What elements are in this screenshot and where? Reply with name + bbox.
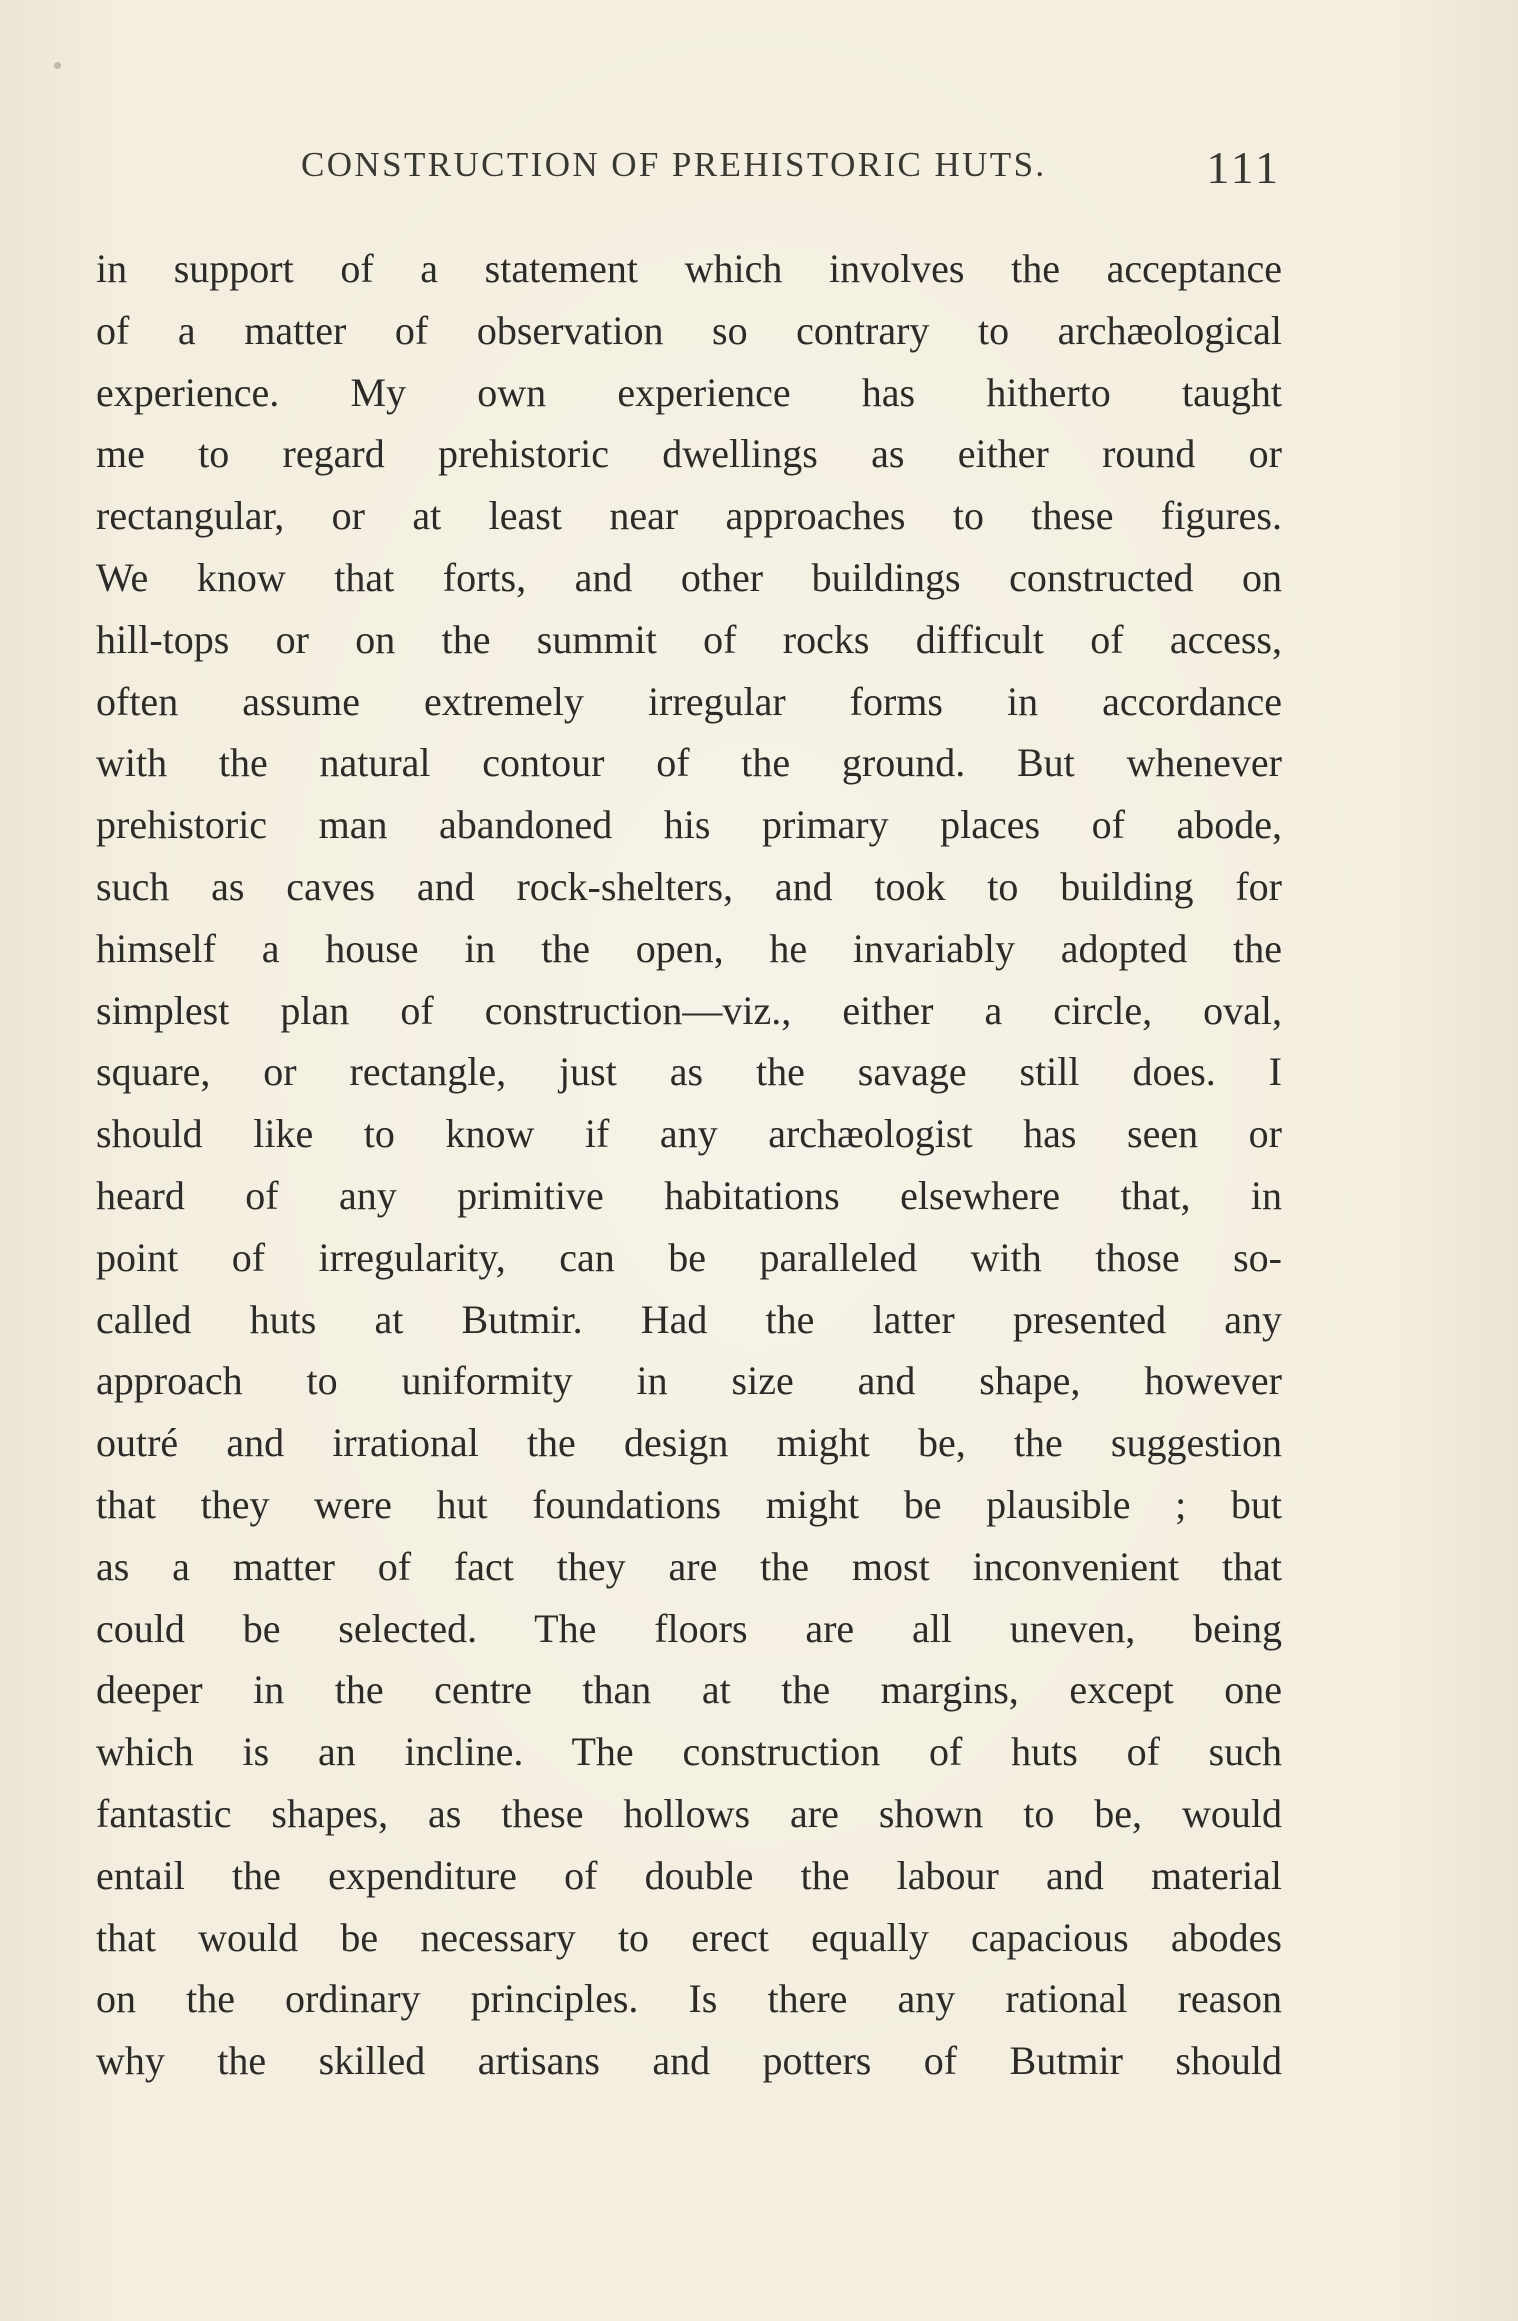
text-line: himself a house in the open, he invariably adopted the: [96, 925, 1282, 971]
text-line: heard of any primitive habitations elsewhere that, in: [96, 1172, 1282, 1218]
text-line: point of irregularity, can be paralleled with those so-: [96, 1234, 1282, 1280]
text-line: that they were hut foundations might be plausible ; but: [96, 1481, 1282, 1527]
body-text: [96, 238, 1282, 2092]
text-line: simplest plan of construction—viz., either a circle, oval,: [96, 987, 1282, 1033]
text-line: in support of a statement which involves the acceptance: [96, 246, 1282, 291]
page-number: 111: [1206, 142, 1281, 193]
text-line: of a matter of observation so contrary to archæological: [96, 307, 1282, 353]
paper-speck: [54, 62, 61, 69]
text-line: which is an incline. The construction of huts of such: [96, 1729, 1282, 1775]
text-line: often assume extremely irregular forms in accordance: [96, 678, 1282, 724]
text-line: square, or rectangle, just as the savage still does. I: [96, 1049, 1282, 1095]
text-line: outré and irrational the design might be, the suggestion: [96, 1420, 1282, 1466]
text-line: with the natural contour of the ground. But whenever: [96, 740, 1282, 786]
text-line: rectangular, or at least near approaches to these figures.: [96, 493, 1282, 539]
text-line: entail the expenditure of double the labour and material: [96, 1852, 1282, 1898]
text-line: fantastic shapes, as these hollows are shown to be, would: [96, 1790, 1282, 1836]
running-title: CONSTRUCTION OF PREHISTORIC HUTS.: [301, 145, 1047, 184]
text-line: deeper in the centre than at the margins, except one: [96, 1667, 1282, 1713]
text-line: on the ordinary principles. Is there any rational reason: [96, 1976, 1282, 2022]
text-line: why the skilled artisans and potters of Butmir should: [96, 2038, 1282, 2084]
text-line: approach to uniformity in size and shape, however: [96, 1358, 1282, 1404]
page-header: [301, 142, 1281, 199]
text-line: that would be necessary to erect equally capacious abodes: [96, 1914, 1282, 1960]
text-line: prehistoric man abandoned his primary places of abode,: [96, 802, 1282, 848]
text-line: could be selected. The floors are all uneven, being: [96, 1605, 1282, 1651]
text-line: We know that forts, and other buildings constructed on: [96, 554, 1282, 600]
text-line: such as caves and rock-shelters, and took to building for: [96, 863, 1282, 909]
text-line: should like to know if any archæologist has seen or: [96, 1111, 1282, 1157]
text-line: as a matter of fact they are the most inconvenient that: [96, 1543, 1282, 1589]
text-line: hill-tops or on the summit of rocks difficult of access,: [96, 616, 1282, 662]
text-line: called huts at Butmir. Had the latter presented any: [96, 1296, 1282, 1342]
text-line: experience. My own experience has hitherto taught: [96, 369, 1282, 415]
text-line: me to regard prehistoric dwellings as either round or: [96, 431, 1282, 477]
